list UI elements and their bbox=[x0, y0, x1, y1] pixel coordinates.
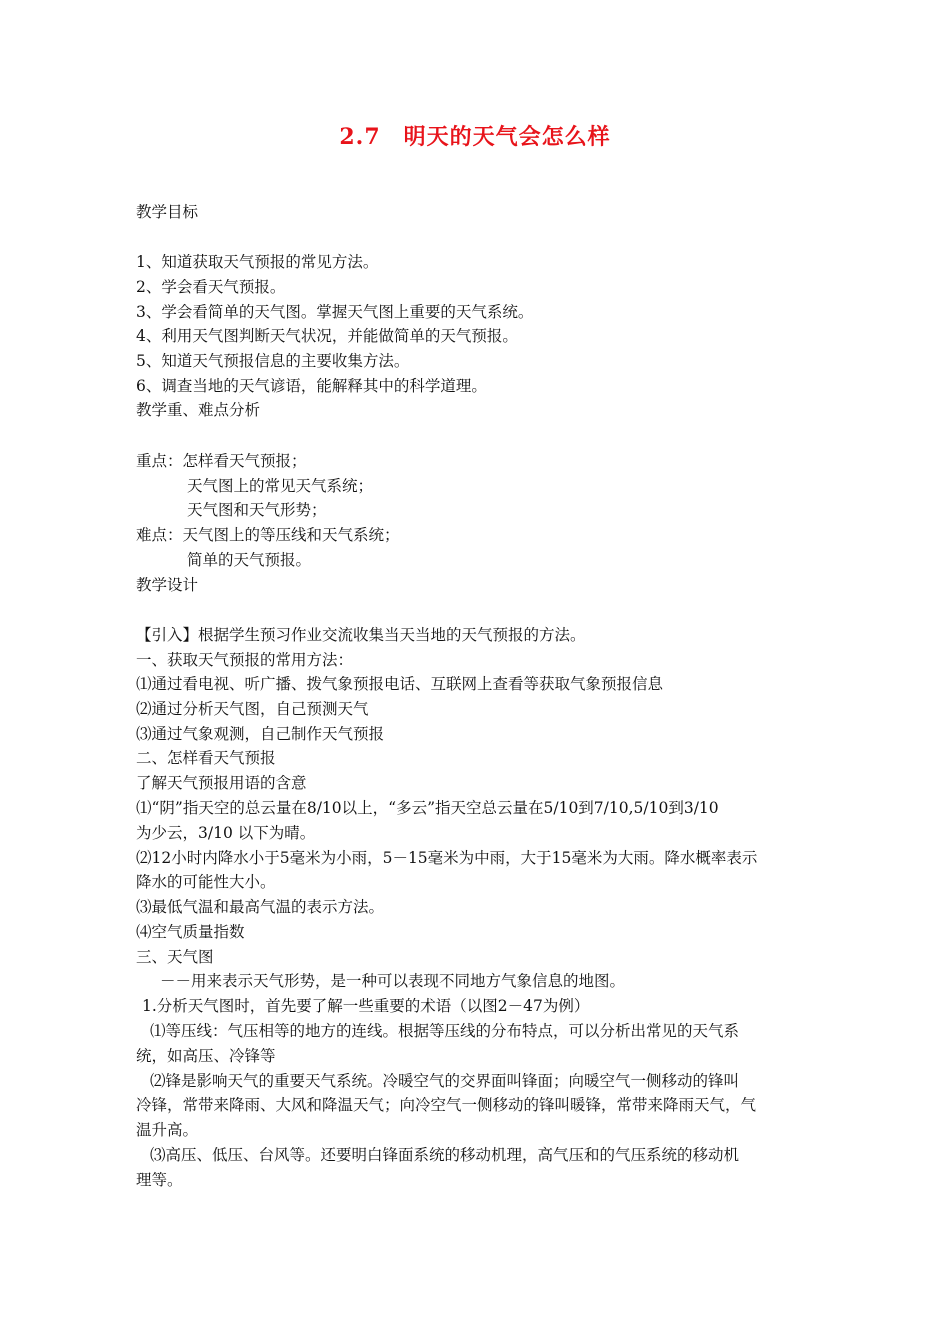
heading-key-difficult-points: 教学重、难点分析 bbox=[136, 401, 261, 419]
goal-item-2: 2、学会看天气预报。 bbox=[136, 278, 286, 296]
section-heading-1: 一、获取天气预报的常用方法： bbox=[136, 651, 354, 669]
subheading-terms: 了解天气预报用语的含意 bbox=[136, 774, 307, 792]
term-item-3: ⑶最低气温和最高气温的表示方法。 bbox=[136, 898, 385, 916]
method-item-2: ⑵通过分析天气图，自己预测天气 bbox=[136, 700, 369, 718]
term-item-2: ⑵12小时内降水小于5毫米为小雨，5－15毫米为中雨，大于15毫米为大雨。降水概率表示 bbox=[136, 849, 758, 867]
key-point-2: 天气图上的常见天气系统； bbox=[187, 477, 374, 495]
analysis-intro: 1.分析天气图时，首先要了解一些重要的术语（以图2－47为例） bbox=[142, 997, 590, 1015]
section-heading-3: 三、天气图 bbox=[136, 948, 214, 966]
term-item-1: ⑴“阴”指天空的总云量在8/10以上，“多云”指天空总云量在5/10到7/10,5/10到3/10 bbox=[136, 799, 719, 817]
term-item-2-cont: 降水的可能性大小。 bbox=[136, 873, 276, 891]
analysis-item-2-cont2: 温升高。 bbox=[136, 1121, 199, 1139]
analysis-item-1-cont: 统，如高压、冷锋等 bbox=[136, 1047, 276, 1065]
key-point-1: 重点：怎样看天气预报； bbox=[136, 452, 307, 470]
analysis-item-3-cont: 理等。 bbox=[136, 1171, 183, 1189]
analysis-item-3: ⑶高压、低压、台风等。还要明白锋面系统的移动机理，高气压和的气压系统的移动机 bbox=[150, 1146, 740, 1164]
term-item-1-cont: 为少云，3/10 以下为晴。 bbox=[136, 824, 316, 842]
difficult-point-1: 难点：天气图上的等压线和天气系统； bbox=[136, 526, 400, 544]
goal-item-1: 1、知道获取天气预报的常见方法。 bbox=[136, 253, 379, 271]
method-item-3: ⑶通过气象观测，自己制作天气预报 bbox=[136, 725, 385, 743]
difficult-point-2: 简单的天气预报。 bbox=[187, 551, 312, 569]
goal-item-4: 4、利用天气图判断天气状况，并能做简单的天气预报。 bbox=[136, 327, 518, 345]
analysis-item-2: ⑵锋是影响天气的重要天气系统。冷暖空气的交界面叫锋面；向暖空气一侧移动的锋叫 bbox=[150, 1072, 740, 1090]
heading-teaching-goals: 教学目标 bbox=[136, 203, 199, 221]
key-point-3: 天气图和天气形势； bbox=[187, 501, 327, 519]
term-item-4: ⑷空气质量指数 bbox=[136, 923, 245, 941]
goal-item-5: 5、知道天气预报信息的主要收集方法。 bbox=[136, 352, 410, 370]
analysis-item-1: ⑴等压线：气压相等的地方的连线。根据等压线的分布特点，可以分析出常见的天气系 bbox=[150, 1022, 740, 1040]
intro-paragraph: 【引入】根据学生预习作业交流收集当天当地的天气预报的方法。 bbox=[136, 626, 586, 644]
page-title: 2.7 明天的天气会怎么样 bbox=[339, 124, 611, 150]
goal-item-3: 3、学会看简单的天气图。掌握天气图上重要的天气系统。 bbox=[136, 303, 534, 321]
method-item-1: ⑴通过看电视、听广播、拨气象预报电话、互联网上查看等获取气象预报信息 bbox=[136, 675, 664, 693]
goal-item-6: 6、调查当地的天气谚语，能解释其中的科学道理。 bbox=[136, 377, 487, 395]
section-heading-2: 二、怎样看天气预报 bbox=[136, 749, 276, 767]
analysis-item-2-cont: 冷锋，常带来降雨、大风和降温天气；向冷空气一侧移动的锋叫暖锋，常带来降雨天气，气 bbox=[136, 1096, 757, 1114]
weather-map-definition: －－用来表示天气形势，是一种可以表现不同地方气象信息的地图。 bbox=[160, 972, 626, 990]
heading-teaching-design: 教学设计 bbox=[136, 576, 199, 594]
